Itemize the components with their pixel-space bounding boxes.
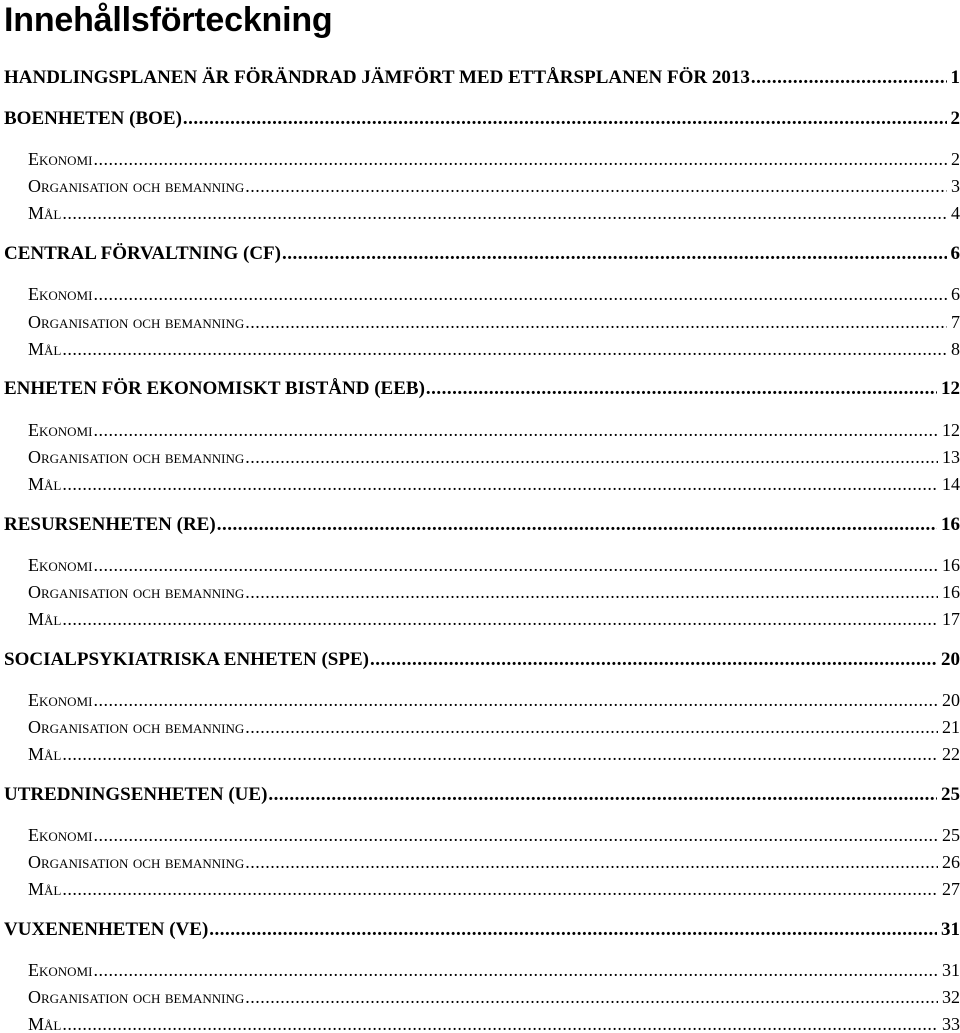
toc-leader-dots: [62, 743, 938, 765]
toc-page-number: 17: [942, 609, 960, 629]
toc-leader-dots: [183, 107, 947, 131]
toc-page-number: 12: [941, 378, 960, 399]
toc-subentry-mal[interactable]: [4, 878, 960, 900]
toc-page-number: 32: [942, 987, 960, 1007]
toc-entry-label: BOENHETEN (BOE): [4, 108, 182, 129]
toc-entry-handlingsplanen[interactable]: [4, 66, 960, 90]
toc-leader-dots: [282, 242, 947, 266]
toc-entry-label: Ekonomi: [28, 825, 93, 845]
toc-leader-dots: [245, 446, 938, 468]
toc-subentry-organisation[interactable]: [4, 986, 960, 1008]
toc-page-number: 31: [942, 960, 960, 980]
toc-subentry-mal[interactable]: [4, 202, 960, 224]
toc-entry-resursenheten[interactable]: [4, 513, 960, 537]
toc-page-number: 25: [941, 784, 960, 805]
toc-entry-central-forvaltning[interactable]: [4, 242, 960, 266]
page-title: Innehållsförteckning: [4, 1, 333, 39]
toc-entry-label: UTREDNINGSENHETEN (UE): [4, 784, 268, 805]
toc-leader-dots: [62, 338, 947, 360]
toc-entry-label: ENHETEN FÖR EKONOMISKT BISTÅND (EEB): [4, 378, 425, 399]
toc-page-number: 2: [950, 108, 960, 129]
toc-page-number: 31: [941, 919, 960, 940]
toc-entry-label: Mål: [28, 744, 62, 764]
toc-entry-label: Organisation och bemanning: [28, 447, 245, 467]
toc-leader-dots: [93, 419, 938, 441]
toc-leader-dots: [62, 608, 938, 630]
toc-subentry-organisation[interactable]: [4, 311, 960, 333]
toc-page-number: 3: [951, 176, 960, 196]
toc-subentry-ekonomi[interactable]: [4, 148, 960, 170]
toc-page-number: 20: [942, 690, 960, 710]
toc-page-number: 14: [942, 474, 960, 494]
toc-entry-label: VUXENENHETEN (VE): [4, 919, 209, 940]
toc-entry-label: Ekonomi: [28, 149, 93, 169]
toc-subentry-ekonomi[interactable]: [4, 419, 960, 441]
toc-page-number: 20: [941, 649, 960, 670]
toc-leader-dots: [62, 1013, 938, 1033]
toc-leader-dots: [217, 513, 937, 537]
toc-leader-dots: [93, 554, 938, 576]
toc-page-number: 33: [942, 1014, 960, 1033]
toc-entry-label: Mål: [28, 879, 62, 899]
toc-page-number: 7: [951, 312, 960, 332]
toc-entry-label: RESURSENHETEN (RE): [4, 514, 216, 535]
toc-leader-dots: [245, 175, 947, 197]
toc-entry-label: Ekonomi: [28, 690, 93, 710]
toc-entry-socialpsykiatriska[interactable]: [4, 648, 960, 672]
toc-entry-label: Mål: [28, 474, 62, 494]
toc-subentry-ekonomi[interactable]: [4, 283, 960, 305]
toc-page-number: 6: [950, 243, 960, 264]
toc-subentry-organisation[interactable]: [4, 851, 960, 873]
toc-entry-label: Mål: [28, 609, 62, 629]
toc-entry-label: Mål: [28, 339, 62, 359]
toc-page-number: 12: [942, 420, 960, 440]
toc-page-number: 25: [942, 825, 960, 845]
toc-leader-dots: [245, 851, 938, 873]
toc-entry-label: Organisation och bemanning: [28, 987, 245, 1007]
toc-page-number: 4: [951, 203, 960, 223]
toc-leader-dots: [245, 581, 938, 603]
toc-leader-dots: [62, 202, 947, 224]
toc-leader-dots: [268, 783, 937, 807]
toc-page-number: 1: [950, 67, 960, 88]
toc-leader-dots: [62, 473, 938, 495]
toc-subentry-ekonomi[interactable]: [4, 554, 960, 576]
toc-subentry-organisation[interactable]: [4, 581, 960, 603]
toc-subentry-mal[interactable]: [4, 473, 960, 495]
toc-entry-label: Ekonomi: [28, 284, 93, 304]
toc-entry-label: Organisation och bemanning: [28, 717, 245, 737]
toc-page-number: 21: [942, 717, 960, 737]
toc-entry-label: HANDLINGSPLANEN ÄR FÖRÄNDRAD JÄMFÖRT MED ETTÅRSPLANEN FÖR 2013: [4, 67, 750, 88]
toc-entry-label: Mål: [28, 203, 62, 223]
toc-leader-dots: [245, 311, 947, 333]
toc-leader-dots: [751, 66, 947, 90]
toc-page-number: 16: [942, 582, 960, 602]
toc-subentry-mal[interactable]: [4, 608, 960, 630]
toc-leader-dots: [245, 986, 938, 1008]
toc-subentry-mal[interactable]: [4, 1013, 960, 1033]
toc-leader-dots: [93, 824, 938, 846]
toc-page-number: 16: [942, 555, 960, 575]
toc-subentry-organisation[interactable]: [4, 446, 960, 468]
toc-subentry-ekonomi[interactable]: [4, 824, 960, 846]
toc-entry-label: Organisation och bemanning: [28, 582, 245, 602]
toc-leader-dots: [62, 878, 938, 900]
toc-page-number: 2: [951, 149, 960, 169]
toc-page-number: 27: [942, 879, 960, 899]
toc-leader-dots: [209, 918, 937, 942]
toc-entry-label: Organisation och bemanning: [28, 852, 245, 872]
toc-leader-dots: [93, 689, 938, 711]
toc-leader-dots: [93, 283, 947, 305]
toc-entry-label: Ekonomi: [28, 960, 93, 980]
toc-leader-dots: [426, 377, 937, 401]
toc-subentry-organisation[interactable]: [4, 716, 960, 738]
toc-entry-label: SOCIALPSYKIATRISKA ENHETEN (SPE): [4, 649, 369, 670]
toc-entry-label: Ekonomi: [28, 420, 93, 440]
toc-entry-label: Mål: [28, 1014, 62, 1033]
toc-leader-dots: [370, 648, 937, 672]
toc-leader-dots: [245, 716, 938, 738]
toc-page-number: 22: [942, 744, 960, 764]
toc-entry-label: Organisation och bemanning: [28, 176, 245, 196]
toc-entry-utredningsenheten[interactable]: [4, 783, 960, 807]
toc-entry-label: Ekonomi: [28, 555, 93, 575]
toc-subentry-ekonomi[interactable]: [4, 959, 960, 981]
toc-leader-dots: [93, 148, 947, 170]
toc-subentry-organisation[interactable]: [4, 175, 960, 197]
toc-subentry-ekonomi[interactable]: [4, 689, 960, 711]
toc-page-number: 16: [941, 514, 960, 535]
toc-page-number: 13: [942, 447, 960, 467]
toc-entry-label: Organisation och bemanning: [28, 312, 245, 332]
toc-subentry-mal[interactable]: [4, 338, 960, 360]
toc-page-number: 8: [951, 339, 960, 359]
toc-page-number: 26: [942, 852, 960, 872]
toc-entry-vuxenenheten[interactable]: [4, 918, 960, 942]
toc-page-number: 6: [951, 284, 960, 304]
toc-leader-dots: [93, 959, 938, 981]
toc-entry-ekonomiskt-bistand[interactable]: [4, 377, 960, 401]
toc-entry-label: CENTRAL FÖRVALTNING (CF): [4, 243, 281, 264]
toc-subentry-mal[interactable]: [4, 743, 960, 765]
toc-entry-boenheten[interactable]: [4, 107, 960, 131]
